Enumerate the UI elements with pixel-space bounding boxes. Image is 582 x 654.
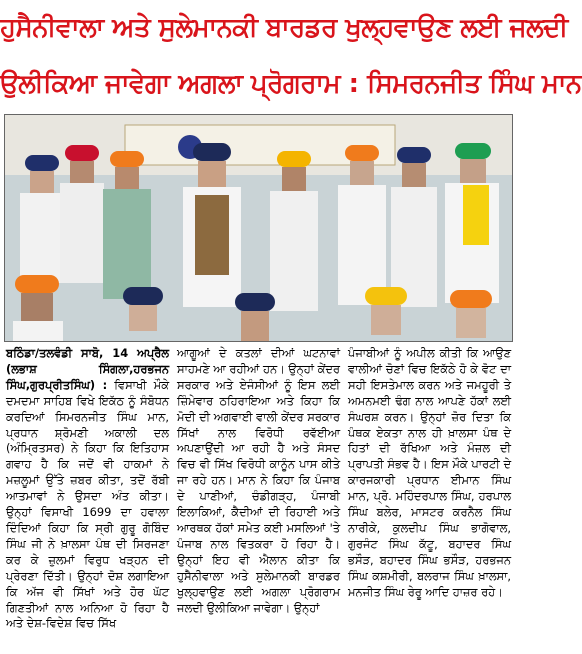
headline-line-1: ਹੁਸੈਨੀਵਾਲਾ ਅਤੇ ਸੁਲੇਮਾਨਕੀ ਬਾਰਡਰ ਖੁਲ੍ਹਵਾਉਣ ਲਈ ਜਲਦੀ: [0, 13, 568, 43]
dateline: ਬਠਿੰਡਾ/ਤਲਵੰਡੀ ਸਾਬੋ, 14 ਅਪ੍ਰੈਲ (ਲਭਾਸ਼ ਸਿੰਗਲਾ,ਹਰਭਜਨ ਸਿੰਘ,ਗੁਰਪ੍ਰੀਤਸਿੰਘ) :: [6, 346, 169, 392]
article-column-2: [177, 346, 340, 650]
article-body: [6, 346, 511, 650]
article-column-3: [348, 346, 511, 650]
news-photo: [4, 114, 513, 342]
headline: [0, 0, 582, 112]
article-text-1: ਵਿਸਾਖੀ ਮੌਕੇ ਦਮਦਮਾ ਸਾਹਿਬ ਵਿਖੇ ਇਕੱਠ ਨੂੰ ਸੰਬੋਧਨ ਕਰਦਿਆਂ ਸਿਮਰਨਜੀਤ ਸਿੰਘ ਮਾਨ, ਪ੍ਰਧਾਨ ਸ਼੍ਰੋਮਣੀ ਅਕਾਲੀ ਦਲ (ਅੰਮ੍ਰਿਤਸਰ) ਨੇ ਕਿਹਾ ਕਿ ਇਤਿਹਾਸ ਗਵਾਹ ਹੈ ਕਿ ਜਦੋਂ ਵੀ ਹਾਕਮਾਂ ਨੇ ਮਜ਼ਲੂਮਾਂ ਉੱਤੇ ਜ਼ਬਰ ਕੀਤਾ, ਤਦੋਂ ਰੱਬੀ ਆਤਮਾਵਾਂ ਨੇ ਉਸਦਾ ਅੰਤ ਕੀਤਾ। ਉਨ੍ਹਾਂ ਵਿਸਾਖੀ 1699 ਦਾ ਹਵਾਲਾ ਦਿੰਦਿਆਂ ਕਿਹਾ ਕਿ ਸ੍ਰੀ ਗੁਰੂ ਗੋਬਿੰਦ ਸਿੰਘ ਜੀ ਨੇ ਖ਼ਾਲਸਾ ਪੰਥ ਦੀ ਸਿਰਜਣਾ ਕਰ ਕੇ ਜ਼ੁਲਮਾਂ ਵਿਰੁਧ ਖੜ੍ਹਨ ਦੀ ਪ੍ਰੇਰਣਾ ਦਿੱਤੀ। ਉਨ੍ਹਾਂ ਦੋਸ਼ ਲਗਾਇਆ ਕਿ ਅੱਜ ਵੀ ਸਿੱਖਾਂ ਅਤੇ ਹੋਰ ਘੱਟ ਗਿਣਤੀਆਂ ਨਾਲ ਅਨਿਆ ਹੋ ਰਿਹਾ ਹੈ ਅਤੇ ਦੇਸ਼-ਵਿਦੇਸ਼ ਵਿਚ ਸਿੱਖ: [6, 377, 169, 631]
article-column-1: [6, 346, 169, 650]
group-photo-illustration: [5, 115, 512, 341]
article-text-2: ਆਗੂਆਂ ਦੇ ਕਤਲਾਂ ਦੀਆਂ ਘਟਨਾਵਾਂ ਸਾਹਮਣੇ ਆ ਰਹੀਆਂ ਹਨ। ਉਨ੍ਹਾਂ ਕੇਂਦਰ ਸਰਕਾਰ ਅਤੇ ਏਜੰਸੀਆਂ ਨੂੰ ਇਸ ਲਈ ਜ਼ਿੰਮੇਵਾਰ ਠਹਿਰਾਇਆ ਅਤੇ ਕਿਹਾ ਕਿ ਮੋਦੀ ਦੀ ਅਗਵਾਈ ਵਾਲੀ ਕੇਂਦਰ ਸਰਕਾਰ ਸਿੱਖਾਂ ਨਾਲ ਵਿਰੋਧੀ ਰਵੱਈਆ ਅਪਣਾਉਂਦੀ ਆ ਰਹੀ ਹੈ ਅਤੇ ਸੰਸਦ ਵਿਚ ਵੀ ਸਿੱਖ ਵਿਰੋਧੀ ਕਾਨੂੰਨ ਪਾਸ ਕੀਤੇ ਜਾ ਰਹੇ ਹਨ। ਮਾਨ ਨੇ ਕਿਹਾ ਕਿ ਪੰਜਾਬ ਦੇ ਪਾਣੀਆਂ, ਚੰਡੀਗੜ੍ਹ, ਪੰਜਾਬੀ ਇਲਾਕਿਆਂ, ਕੈਦੀਆਂ ਦੀ ਰਿਹਾਈ ਅਤੇ ਆਰਥਕ ਹੱਕਾਂ ਸਮੇਤ ਕਈ ਮਸਲਿਆਂ 'ਤੇ ਪੰਜਾਬ ਨਾਲ ਵਿਤਕਰਾ ਹੋ ਰਿਹਾ ਹੈ। ਉਨ੍ਹਾਂ ਇਹ ਵੀ ਐਲਾਨ ਕੀਤਾ ਕਿ ਹੁਸੈਨੀਵਾਲਾ ਅਤੇ ਸੁਲੇਮਾਨਕੀ ਬਾਰਡਰ ਖੁਲ੍ਹਵਾਉਣ ਲਈ ਅਗਲਾ ਪ੍ਰੋਗਰਾਮ ਜਲਦੀ ਉਲੀਕਿਆ ਜਾਵੇਗਾ। ਉਨ੍ਹਾਂ: [177, 346, 340, 615]
article-text-3: ਪੰਜਾਬੀਆਂ ਨੂੰ ਅਪੀਲ ਕੀਤੀ ਕਿ ਆਉਣ ਵਾਲੀਆਂ ਚੋਣਾਂ ਵਿਚ ਇਕੱਠੇ ਹੋ ਕੇ ਵੋਟ ਦਾ ਸਹੀ ਇਸਤੇਮਾਲ ਕਰਨ ਅਤੇ ਜਮਹੂਰੀ ਤੇ ਅਮਨਮਈ ਢੰਗ ਨਾਲ ਆਪਣੇ ਹੱਕਾਂ ਲਈ ਸੰਘਰਸ਼ ਕਰਨ। ਉਨ੍ਹਾਂ ਜ਼ੋਰ ਦਿਤਾ ਕਿ ਪੰਥਕ ਏਕਤਾ ਨਾਲ ਹੀ ਖ਼ਾਲਸਾ ਪੰਥ ਦੇ ਹਿਤਾਂ ਦੀ ਰੱਖਿਆ ਅਤੇ ਮੰਜ਼ਲ ਦੀ ਪ੍ਰਾਪਤੀ ਸੰਭਵ ਹੈ। ਇਸ ਮੌਕੇ ਪਾਰਟੀ ਦੇ ਕਾਰਜਕਾਰੀ ਪ੍ਰਧਾਨ ਈਮਾਨ ਸਿੰਘ ਮਾਨ, ਪ੍ਰੋ. ਮਹਿੰਦਰਪਾਲ ਸਿੰਘ, ਹਰਪਾਲ ਸਿੰਘ ਬਲੇਰ, ਮਾਸਟਰ ਕਰਨੈਲ ਸਿੰਘ ਨਾਰੀਕੇ, ਕੁਲਦੀਪ ਸਿੰਘ ਭਾਗੋਵਾਲ, ਗੁਰਜੰਟ ਸਿੰਘ ਕੱਟੂ, ਬਹਾਦਰ ਸਿੰਘ ਭਸੌੜ, ਬਹਾਦਰ ਸਿੰਘ ਭਸੌੜ, ਹਰਭਜਨ ਸਿੰਘ ਕਸ਼ਮੀਰੀ, ਬਲਰਾਜ ਸਿੰਘ ਖ਼ਾਲਸਾ, ਮਨਜੀਤ ਸਿੰਘ ਰੇਰੂ ਆਦਿ ਹਾਜ਼ਰ ਰਹੇ।: [348, 346, 511, 599]
headline-line-2: ਉਲੀਕਿਆ ਜਾਵੇਗਾ ਅਗਲਾ ਪ੍ਰੋਗਰਾਮ : ਸਿਮਰਨਜੀਤ ਸਿੰਘ ਮਾਨ: [0, 69, 582, 99]
